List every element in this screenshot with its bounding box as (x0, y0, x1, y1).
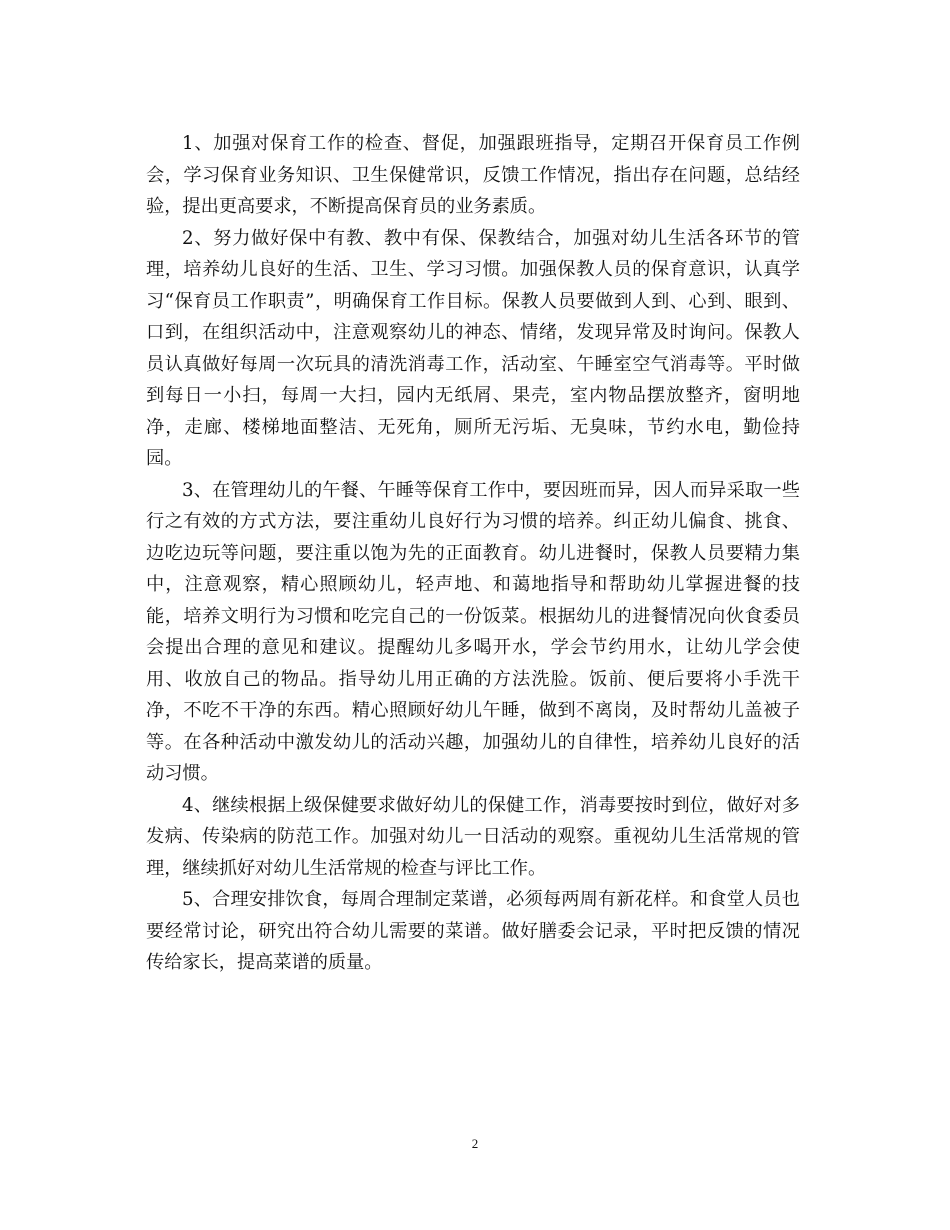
paragraph-1: 1、加强对保育工作的检查、督促，加强跟班指导，定期召开保育员工作例会，学习保育业务知识、卫生保健常识，反馈工作情况，指出存在问题，总结经验，提出更高要求，不断提高保育员的业务素质。 (146, 133, 800, 217)
paragraph-3: 3、在管理幼儿的午餐、午睡等保育工作中，要因班而异，因人而异采取一些行之有效的方式方法，要注重幼儿良好行为习惯的培养。纠正幼儿偏食、挑食、边吃边玩等问题，要注重以饱为先的正面教育。幼儿进餐时，保教人员要精力集中，注意观察，精心照顾幼儿，轻声地、和蔼地指导和帮助幼儿掌握进餐的技能，培养文明行为习惯和吃完自己的一份饭菜。根据幼儿的进餐情况向伙食委员会提出合理的意见和建议。提醒幼儿多喝开水，学会节约用水，让幼儿学会使用、收放自己的物品。指导幼儿用正确的方法洗脸。饭前、便后要将小手洗干净，不吃不干净的东西。精心照顾好幼儿午睡，做到不离岗，及时帮幼儿盖被子等。在各种活动中激发幼儿的活动兴趣，加强幼儿的自律性，培养幼儿良好的活动习惯。 (146, 479, 800, 784)
document-body (146, 128, 800, 979)
paragraph-4: 4、继续根据上级保健要求做好幼儿的保健工作，消毒要按时到位，做好对多发病、传染病的防范工作。加强对幼儿一日活动的观察。重视幼儿生活常规的管理，继续抓好对幼儿生活常规的检查与评比工作。 (146, 794, 800, 879)
paragraph-2: 2、努力做好保中有教、教中有保、保教结合，加强对幼儿生活各环节的管理，培养幼儿良好的生活、卫生、学习习惯。加强保教人员的保育意识，认真学习“保育员工作职责”，明确保育工作目标。保教人员要做到人到、心到、眼到、口到，在组织活动中，注意观察幼儿的神态、情绪，发现异常及时询问。保教人员认真做好每周一次玩具的清洗消毒工作，活动室、午睡室空气消毒等。平时做到每日一小扫，每周一大扫，园内无纸屑、果壳，室内物品摆放整齐，窗明地净，走廊、楼梯地面整洁、无死角，厕所无污垢、无臭味，节约水电，勤俭持园。 (146, 227, 800, 469)
page-number: 2 (471, 1136, 479, 1151)
paragraph-5: 5、合理安排饮食，每周合理制定菜谱，必须每两周有新花样。和食堂人员也要经常讨论，研究出符合幼儿需要的菜谱。做好膳委会记录，平时把反馈的情况传给家长，提高菜谱的质量。 (146, 889, 800, 973)
